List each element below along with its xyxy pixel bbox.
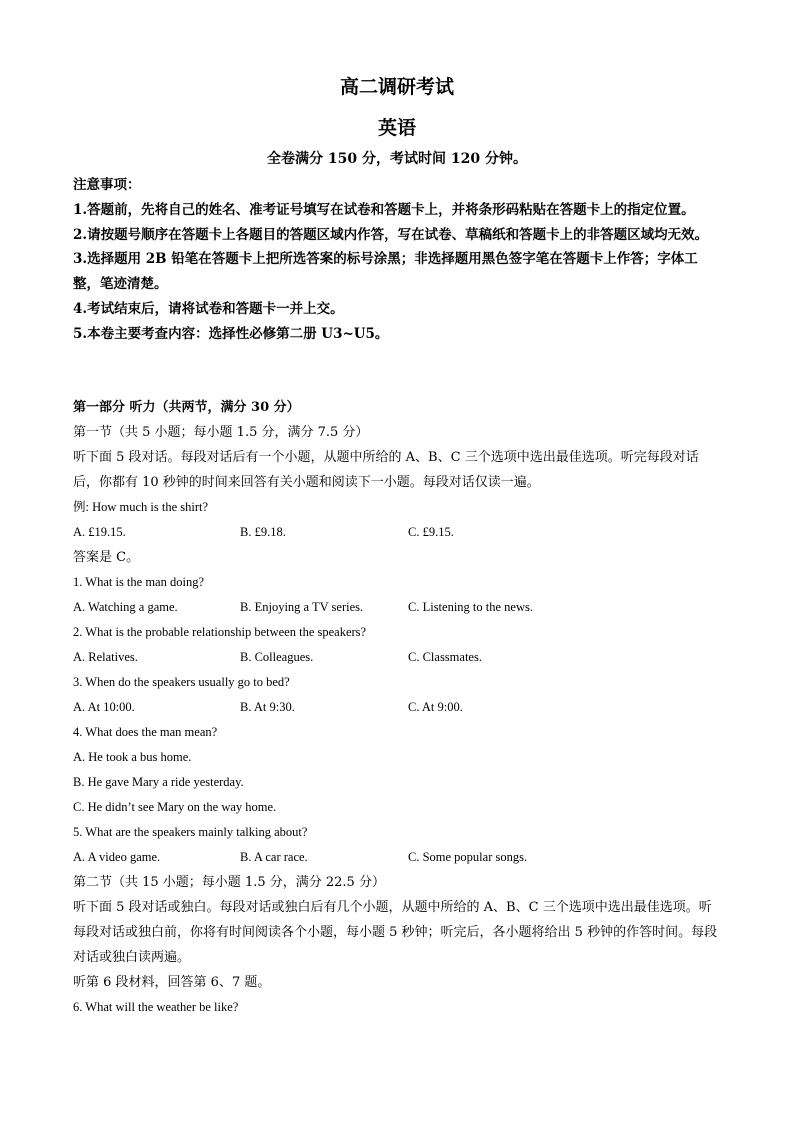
material-note: 听第 6 段材料，回答第 6、7 题。 xyxy=(73,975,271,990)
option-b: B. £9.18. xyxy=(240,525,286,539)
option-c: C. At 9:00. xyxy=(408,700,463,714)
option-b: B. Enjoying a TV series. xyxy=(240,600,364,614)
option-c: C. He didn’t see Mary on the way home. xyxy=(73,800,277,814)
score-line: 全卷满分 150 分，考试时间 120 分钟。 xyxy=(267,151,527,167)
question-3-options xyxy=(73,695,723,720)
option-a: A. Watching a game. xyxy=(73,600,178,614)
question-2: 2. What is the probable relationship between the speakers? xyxy=(73,625,367,639)
section1-heading: 第一节（共 5 小题；每小题 1.5 分，满分 7.5 分） xyxy=(73,425,369,440)
example-question: 例: How much is the shirt? xyxy=(73,500,209,514)
option-a: A. At 10:00. xyxy=(73,700,135,714)
option-b: B. He gave Mary a ride yesterday. xyxy=(73,775,244,789)
example-answer: 答案是 C。 xyxy=(73,550,140,565)
question-5: 5. What are the speakers mainly talking about? xyxy=(73,825,308,839)
option-c: C. £9.15. xyxy=(408,525,454,539)
option-b: B. At 9:30. xyxy=(240,700,295,714)
option-a: A. £19.15. xyxy=(73,525,126,539)
option-a: A. He took a bus home. xyxy=(73,750,192,764)
note-item: 2.请按题号顺序在答题卡上各题目的答题区域内作答，写在试卷、草稿纸和答题卡上的非答题区域均无效。 xyxy=(73,226,709,243)
note-item: 4.考试结束后，请将试卷和答题卡一并上交。 xyxy=(73,300,344,317)
question-5-options xyxy=(73,845,723,870)
notes-heading: 注意事项： xyxy=(73,177,141,193)
option-c: C. Some popular songs. xyxy=(408,850,528,864)
question-1-options xyxy=(73,595,723,620)
example-options xyxy=(73,520,723,545)
option-c: C. Classmates. xyxy=(408,650,482,664)
question-6: 6. What will the weather be like? xyxy=(73,1000,239,1014)
option-b: B. A car race. xyxy=(240,850,308,864)
option-b: B. Colleagues. xyxy=(240,650,314,664)
note-item: 5.本卷主要考查内容：选择性必修第二册 U3~U5。 xyxy=(73,325,389,342)
note-item: 3.选择题用 2B 铅笔在答题卡上把所选答案的标号涂黑；非选择题用黑色签字笔在答题卡上作答；字体工整，笔迹清楚。 xyxy=(73,251,698,293)
notes-section xyxy=(73,173,723,347)
option-a: A. Relatives. xyxy=(73,650,138,664)
option-a: A. A video game. xyxy=(73,850,161,864)
question-4: 4. What does the man mean? xyxy=(73,725,218,739)
part1-heading: 第一部分 听力（共两节，满分 30 分） xyxy=(73,400,300,415)
question-2-options xyxy=(73,645,723,670)
section1-instructions: 听下面 5 段对话。每段对话后有一个小题，从题中所给的 A、B、C 三个选项中选出最佳选项。听完每段对话后，你都有 10 秒钟的时间来回答有关小题和阅读下一小题。每段对话仅读一遍。 xyxy=(73,450,699,490)
part1-section xyxy=(73,395,723,1020)
exam-title: 高二调研考试 xyxy=(339,76,454,98)
note-item: 1.答题前，先将自己的姓名、准考证号填写在试卷和答题卡上，并将条形码粘贴在答题卡上的指定位置。 xyxy=(73,201,695,218)
subject-title: 英语 xyxy=(377,117,416,139)
section2-instructions: 听下面 5 段对话或独白。每段对话或独白后有几个小题，从题中所给的 A、B、C 三个选项中选出最佳选项。听每段对话或独白前，你将有时间阅读各个小题，每小题 5 秒钟；听完后，各小题将给出 5 秒钟的作答时间。每段对话或独白读两遍。 xyxy=(73,900,718,965)
option-c: C. Listening to the news. xyxy=(408,600,533,614)
question-1: 1. What is the man doing? xyxy=(73,575,204,589)
section2-heading: 第二节（共 15 小题；每小题 1.5 分，满分 22.5 分） xyxy=(73,875,385,890)
question-3: 3. When do the speakers usually go to bed? xyxy=(73,675,290,689)
